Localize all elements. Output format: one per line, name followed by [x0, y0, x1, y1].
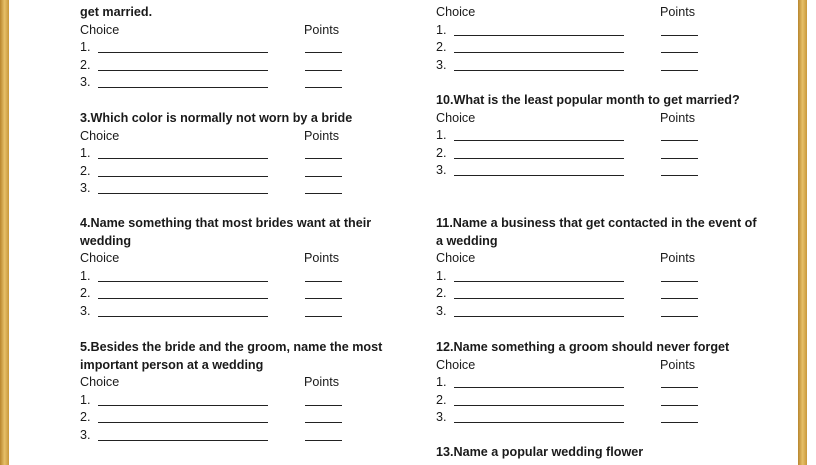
row-number: 1.	[80, 146, 91, 161]
answer-header	[436, 250, 766, 268]
points-blank[interactable]	[305, 422, 342, 423]
choice-blank[interactable]	[98, 176, 268, 177]
answer-row	[80, 74, 410, 92]
points-label: Points	[304, 251, 340, 266]
row-number: 3.	[436, 57, 447, 72]
points-blank[interactable]	[305, 440, 342, 441]
choice-blank[interactable]	[454, 35, 624, 36]
points-label: Points	[304, 375, 340, 390]
answer-header	[80, 250, 410, 268]
question-block	[80, 339, 410, 445]
choice-label: Choice	[80, 128, 120, 143]
row-number: 3.	[80, 181, 91, 196]
question-block	[436, 92, 766, 180]
choice-blank[interactable]	[98, 281, 268, 282]
choice-blank[interactable]	[454, 281, 624, 282]
points-blank[interactable]	[305, 176, 342, 177]
answer-row	[80, 145, 410, 163]
answer-header	[436, 4, 766, 22]
choice-blank[interactable]	[454, 405, 624, 406]
points-blank[interactable]	[661, 52, 698, 53]
choice-label: Choice	[436, 5, 476, 19]
row-number: 3.	[436, 303, 447, 318]
points-label: Points	[304, 128, 340, 143]
choice-blank[interactable]	[98, 70, 268, 71]
points-blank[interactable]	[305, 158, 342, 159]
choice-blank[interactable]	[454, 175, 624, 176]
choice-blank[interactable]	[454, 316, 624, 317]
answer-row	[80, 427, 410, 445]
choice-blank[interactable]	[98, 405, 268, 406]
points-blank[interactable]	[661, 158, 698, 159]
answer-row	[436, 303, 766, 321]
choice-label: Choice	[80, 22, 120, 37]
row-number: 2.	[80, 410, 91, 425]
row-number: 1.	[80, 268, 91, 283]
page-border-right	[798, 0, 807, 465]
answer-header	[80, 128, 410, 146]
choice-blank[interactable]	[98, 158, 268, 159]
answer-row	[80, 409, 410, 427]
points-blank[interactable]	[305, 193, 342, 194]
answer-row	[80, 39, 410, 57]
points-blank[interactable]	[661, 387, 698, 388]
question-block	[436, 4, 766, 74]
question-block	[80, 110, 410, 198]
question-text: 3.Which color is normally not worn by a bride	[80, 111, 353, 125]
points-blank[interactable]	[305, 87, 342, 88]
choice-blank[interactable]	[454, 52, 624, 53]
answer-row	[436, 409, 766, 427]
row-number: 2.	[436, 392, 447, 407]
answer-row	[436, 268, 766, 286]
question-block	[80, 4, 410, 92]
points-blank[interactable]	[305, 70, 342, 71]
points-blank[interactable]	[305, 298, 342, 299]
points-blank[interactable]	[661, 35, 698, 36]
answer-row	[436, 285, 766, 303]
choice-label: Choice	[80, 251, 120, 266]
points-label: Points	[660, 5, 696, 19]
points-blank[interactable]	[661, 281, 698, 282]
points-blank[interactable]	[661, 405, 698, 406]
points-label: Points	[304, 22, 340, 37]
choice-label: Choice	[436, 251, 476, 266]
answer-row	[80, 163, 410, 181]
answer-row	[80, 57, 410, 75]
answer-row	[80, 180, 410, 198]
row-number: 1.	[80, 40, 91, 55]
row-number: 3.	[80, 427, 91, 442]
answer-row	[436, 127, 766, 145]
choice-label: Choice	[436, 357, 476, 372]
points-blank[interactable]	[305, 52, 342, 53]
row-number: 1.	[436, 268, 447, 283]
answer-row	[436, 57, 766, 75]
choice-blank[interactable]	[454, 158, 624, 159]
points-blank[interactable]	[661, 140, 698, 141]
choice-blank[interactable]	[98, 422, 268, 423]
question-text: 13.Name a popular wedding flower	[436, 445, 644, 459]
question-block	[80, 215, 410, 321]
question-block	[436, 215, 766, 321]
points-label: Points	[660, 251, 696, 266]
row-number: 3.	[80, 303, 91, 318]
row-number: 2.	[436, 40, 447, 55]
row-number: 3.	[80, 75, 91, 90]
points-blank[interactable]	[661, 298, 698, 299]
points-blank[interactable]	[661, 70, 698, 71]
question-text: 11.Name a business that get contacted in the event of a wedding	[436, 216, 757, 248]
row-number: 2.	[80, 57, 91, 72]
choice-label: Choice	[436, 110, 476, 125]
question-block	[436, 444, 766, 462]
row-number: 2.	[436, 145, 447, 160]
row-number: 1.	[436, 375, 447, 390]
answer-header	[436, 357, 766, 375]
row-number: 2.	[80, 286, 91, 301]
points-label: Points	[660, 110, 696, 125]
row-number: 1.	[436, 22, 447, 37]
choice-blank[interactable]	[98, 298, 268, 299]
answer-row	[80, 285, 410, 303]
answer-row	[436, 392, 766, 410]
answer-header	[436, 110, 766, 128]
points-blank[interactable]	[661, 316, 698, 317]
answer-row	[436, 22, 766, 40]
page-border-left	[0, 0, 9, 465]
points-blank[interactable]	[661, 422, 698, 423]
answer-header	[80, 374, 410, 392]
choice-blank[interactable]	[454, 70, 624, 71]
question-text: 10.What is the least popular month to get married?	[436, 93, 740, 107]
row-number: 2.	[80, 163, 91, 178]
points-label: Points	[660, 357, 696, 372]
choice-blank[interactable]	[98, 440, 268, 441]
answer-row	[436, 374, 766, 392]
question-block	[436, 339, 766, 427]
question-text: 4.Name something that most brides want at their wedding	[80, 216, 372, 248]
points-blank[interactable]	[305, 281, 342, 282]
question-text: 5.Besides the bride and the groom, name the most important person at a wedding	[80, 340, 383, 372]
choice-blank[interactable]	[98, 52, 268, 53]
answer-header	[80, 22, 410, 40]
row-number: 3.	[436, 410, 447, 425]
points-blank[interactable]	[661, 175, 698, 176]
row-number: 1.	[436, 128, 447, 143]
answer-row	[80, 392, 410, 410]
points-blank[interactable]	[305, 405, 342, 406]
answer-row	[80, 268, 410, 286]
choice-blank[interactable]	[98, 87, 268, 88]
choice-blank[interactable]	[98, 193, 268, 194]
choice-blank[interactable]	[454, 298, 624, 299]
row-number: 3.	[436, 163, 447, 178]
answer-row	[436, 162, 766, 180]
choice-blank[interactable]	[454, 422, 624, 423]
row-number: 2.	[436, 286, 447, 301]
row-number: 1.	[80, 392, 91, 407]
choice-blank[interactable]	[454, 140, 624, 141]
question-text: 12.Name something a groom should never forget	[436, 340, 730, 354]
choice-blank[interactable]	[98, 316, 268, 317]
points-blank[interactable]	[305, 316, 342, 317]
question-text: get married.	[80, 5, 153, 19]
answer-row	[436, 145, 766, 163]
choice-blank[interactable]	[454, 387, 624, 388]
answer-row	[436, 39, 766, 57]
answer-row	[80, 303, 410, 321]
choice-label: Choice	[80, 375, 120, 390]
